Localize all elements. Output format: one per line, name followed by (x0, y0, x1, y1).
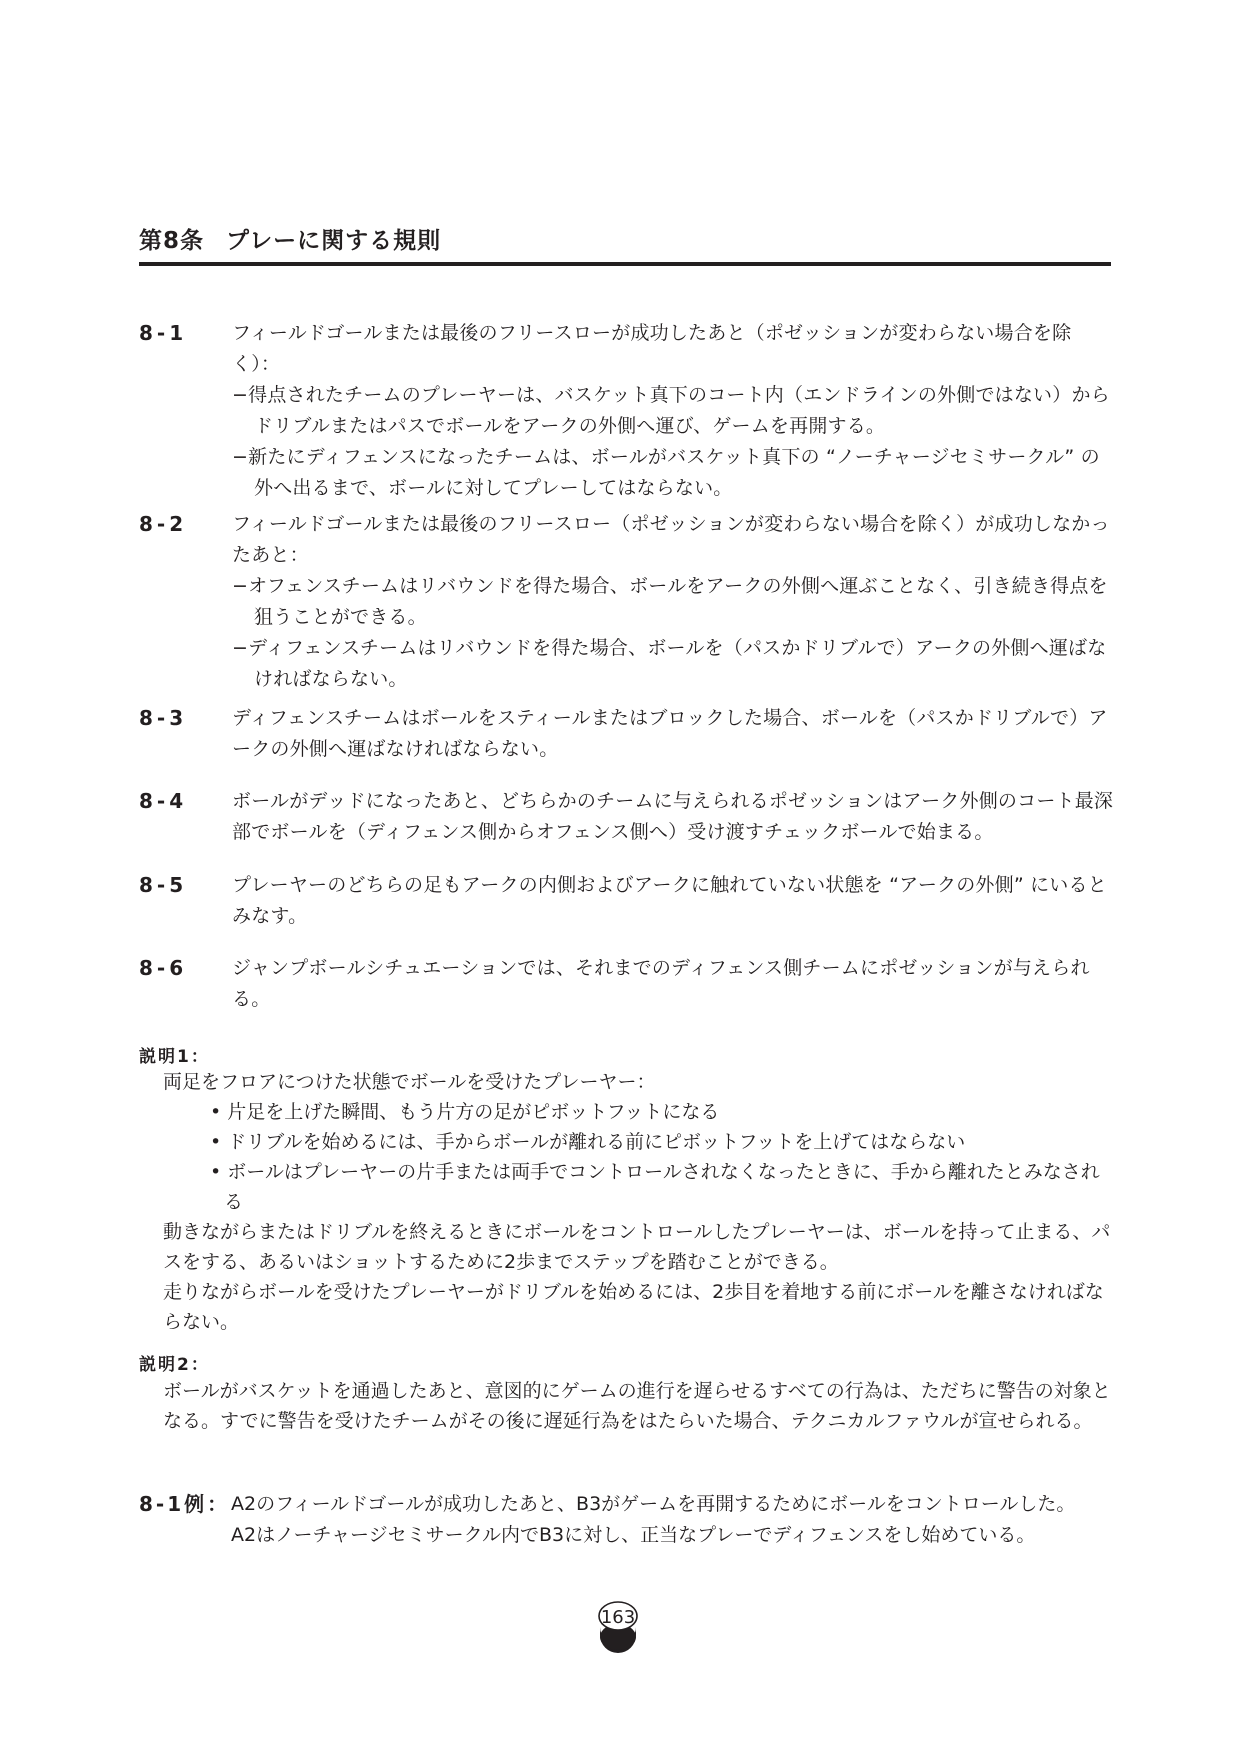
article-text: ディフェンスチームはボールをスティールまたはブロックした場合、ボールを（パスかドリブルで）アークの外側へ運ばなければならない。 (232, 707, 1108, 760)
article-8-6 (139, 953, 1114, 1015)
article-label: 8-4 (139, 789, 188, 813)
page-number: 163 (600, 1607, 636, 1628)
article-subitem: −ディフェンスチームはリバウンドを得た場合、ボールを（パスかドリブルで）アークの外側へ運ばなければならない。 (232, 637, 1107, 690)
article-text: ジャンプボールシチュエーションでは、それまでのディフェンス側チームにポゼッションが与えられる。 (232, 957, 1090, 1010)
article-subitem: −オフェンスチームはリバウンドを得た場合、ボールをアークの外側へ運ぶことなく、引き続き得点を狙うことができる。 (232, 575, 1108, 628)
article-8-4 (139, 786, 1114, 848)
article-text: フィールドゴールまたは最後のフリースローが成功したあと（ポゼッションが変わらない場合を除く）： (232, 322, 1072, 375)
note-2-body (163, 1376, 1113, 1436)
article-text: フィールドゴールまたは最後のフリースロー（ポゼッションが変わらない場合を除く）が成功しなかったあと： (232, 513, 1110, 566)
article-label: 8-3 (139, 706, 188, 730)
page-number-graphic (596, 1595, 640, 1655)
note-1-body (163, 1067, 1113, 1337)
article-subitem: −得点されたチームのプレーヤーは、バスケット真下のコート内（エンドラインの外側ではない）からドリブルまたはパスでボールをアークの外側へ運び、ゲームを再開する。 (232, 384, 1110, 437)
note-2-title: 説明2： (139, 1355, 210, 1375)
article-8-1 (139, 318, 1114, 504)
article-8-3 (139, 703, 1114, 765)
article-label: 8-1 (139, 321, 188, 345)
article-8-2 (139, 509, 1114, 695)
section-title: プレーに関する規則 (226, 228, 442, 254)
note-1-paragraph: 動きながらまたはドリブルを終えるときにボールをコントロールしたプレーヤーは、ボールを持って止まる、パスをする、あるいはショットするために2歩までステップを踏むことができる。 (163, 1221, 1111, 1273)
article-label: 8-2 (139, 512, 188, 536)
note-1-paragraph: 走りながらボールを受けたプレーヤーがドリブルを始めるには、2歩目を着地する前にボールを離さなければならない。 (163, 1281, 1104, 1333)
note-1-title: 説明1： (139, 1047, 210, 1067)
section-heading (139, 222, 1109, 255)
note-2-text: ボールがバスケットを通過したあと、意図的にゲームの進行を遅らせるすべての行為は、ただちに警告の対象となる。すでに警告を受けたチームがその後に遅延行為をはたらいた場合、テクニカルファウルが宣せられる。 (163, 1380, 1111, 1432)
article-text: プレーヤーのどちらの足もアークの内側およびアークに触れていない状態を “アークの外側” にいるとみなす。 (232, 874, 1107, 927)
note-1-bullet: • ボールはプレーヤーの片手または両手でコントロールされなくなったときに、手から離れたとみなされる (210, 1161, 1100, 1213)
page-number-badge (596, 1595, 640, 1655)
note-1-bullet: • 片足を上げた瞬間、もう片方の足がピボットフットになる (210, 1101, 720, 1123)
example-line: A2のフィールドゴールが成功したあと、B3がゲームを再開するためにボールをコントロールした。 (231, 1493, 1076, 1515)
article-label: 8-5 (139, 873, 188, 897)
example-line: A2はノーチャージセミサークル内でB3に対し、正当なプレーでディフェンスをし始めている。 (231, 1524, 1036, 1546)
section-number: 第8条 (139, 228, 205, 254)
note-1-bullet: • ドリブルを始めるには、手からボールが離れる前にピボットフットを上げてはならない (210, 1131, 966, 1153)
heading-rule (139, 262, 1111, 266)
example-8-1 (139, 1489, 1114, 1551)
example-label: 8-1例： (139, 1492, 231, 1516)
note-1-intro: 両足をフロアにつけた状態でボールを受けたプレーヤー： (163, 1071, 656, 1093)
article-text: ボールがデッドになったあと、どちらかのチームに与えられるポゼッションはアーク外側のコート最深部でボールを（ディフェンス側からオフェンス側へ）受け渡すチェックボールで始まる。 (232, 790, 1114, 843)
article-8-5 (139, 870, 1114, 932)
article-subitem: −新たにディフェンスになったチームは、ボールがバスケット真下の “ノーチャージセミサークル” の外へ出るまで、ボールに対してプレーしてはならない。 (232, 446, 1100, 499)
article-label: 8-6 (139, 956, 188, 980)
